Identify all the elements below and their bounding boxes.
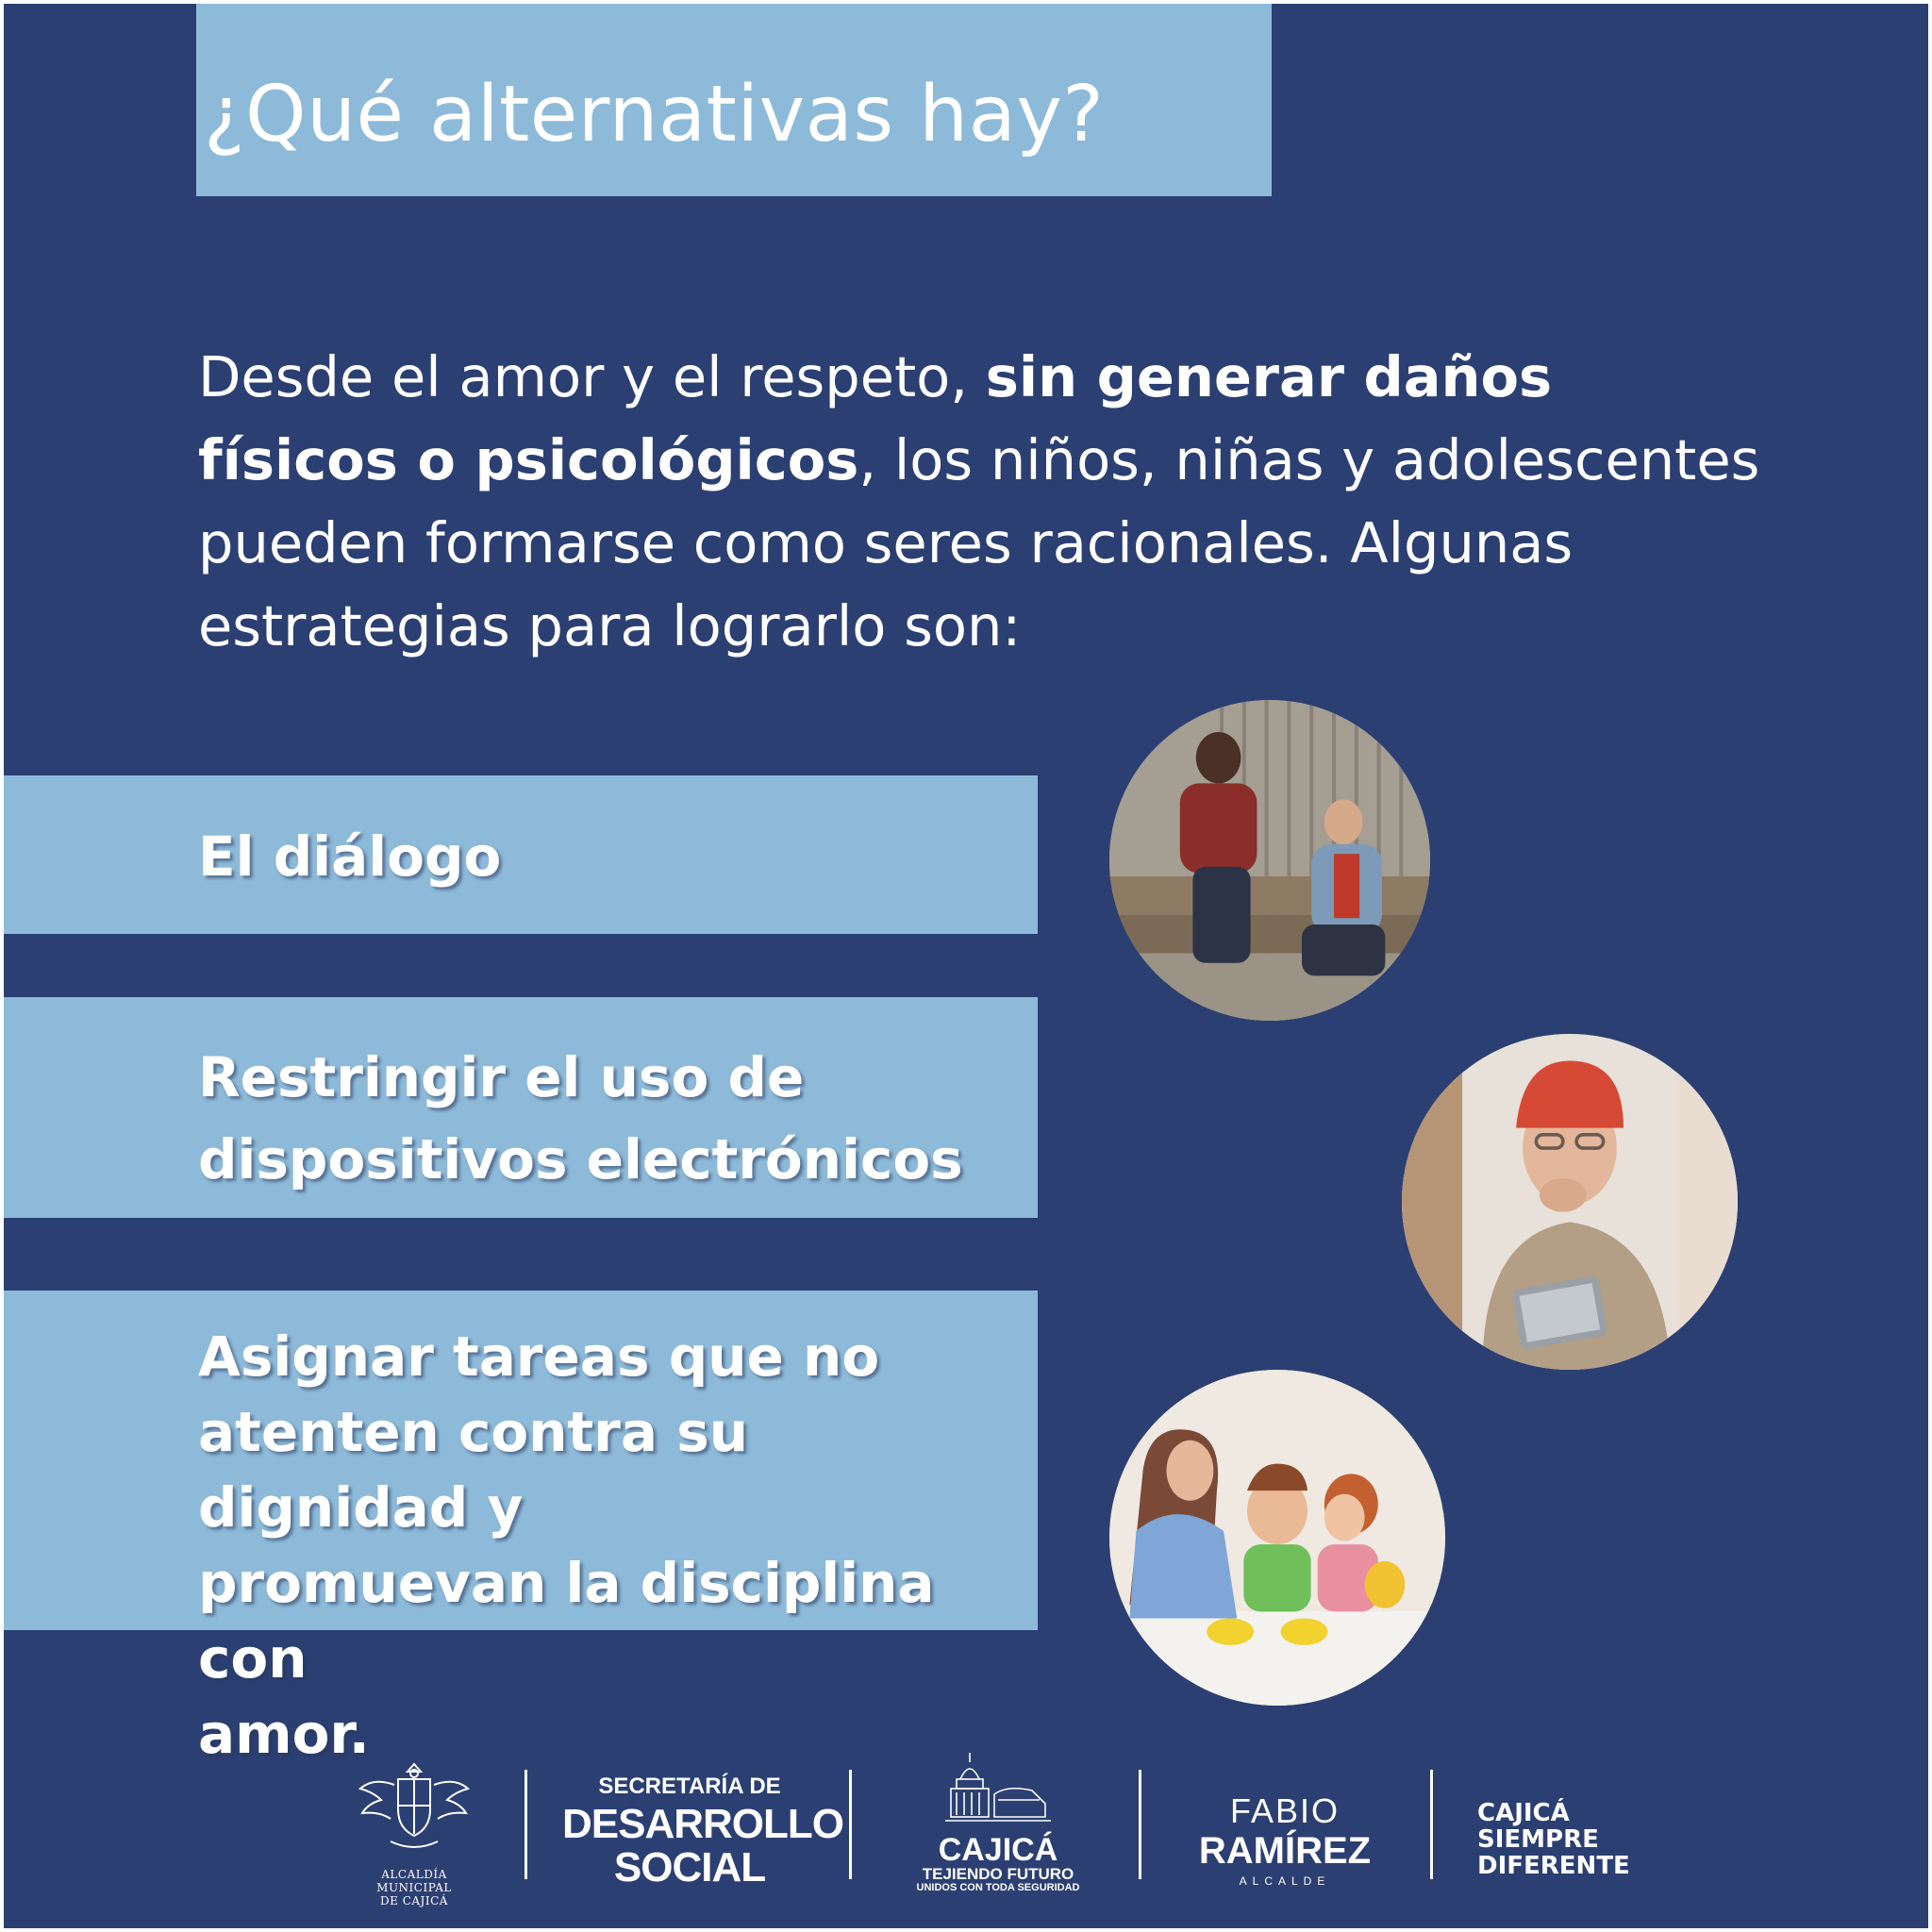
coat-of-arms-icon <box>353 1751 475 1864</box>
strategy-label <box>198 1037 963 1201</box>
footer-divider <box>1139 1770 1141 1879</box>
family-cleaning-photo <box>1109 1370 1445 1706</box>
strategy-line: atenten contra su dignidad y <box>198 1400 749 1540</box>
secretaria-line: DESARROLLO <box>562 1801 843 1847</box>
infographic-canvas <box>4 4 1928 1928</box>
mayor-last-name: RAMÍREZ <box>1198 1830 1372 1872</box>
fabio-ramirez-logo <box>1181 1791 1389 1888</box>
strategy-line: dispositivos electrónicos <box>198 1127 963 1191</box>
mayor-first-name: FABIO <box>1229 1791 1341 1830</box>
intro-paragraph <box>198 336 1764 668</box>
cajica-slogan: TEJIENDO FUTURO <box>922 1865 1074 1883</box>
intro-bold-text: sin generar daños físicos o psicológicos <box>198 344 1553 492</box>
title-box <box>196 4 1272 196</box>
strategy-label <box>198 824 501 889</box>
two-people-talking-photo <box>1109 700 1430 1021</box>
page-title: ¿Qué alternativas hay? <box>204 70 1105 159</box>
strategy-line: amor. <box>198 1702 370 1766</box>
cajica-name: CAJICÁ <box>938 1832 1058 1868</box>
slogan-line: CAJICÁ <box>1477 1799 1570 1827</box>
strategy-line: El diálogo <box>198 824 502 889</box>
strategy-band-dialogo <box>4 775 1038 934</box>
intro-text-2: , los niños, niñas y adolescentes pueden formarse como seres racionales. Algunas estrategias para lograrlo son: <box>198 427 1760 658</box>
cajica-subslogan: UNIDOS CON TODA SEGURIDAD <box>916 1882 1080 1893</box>
footer-divider <box>849 1770 852 1879</box>
slogan-line: DIFERENTE <box>1477 1852 1630 1880</box>
man-with-tablet-photo <box>1402 1034 1738 1370</box>
seal-caption-line: DE CAJICÁ <box>380 1894 448 1907</box>
strategy-line: Restringir el uso de <box>198 1045 805 1109</box>
capitol-building-icon <box>941 1751 1055 1828</box>
strategy-line: Asignar tareas que no <box>198 1324 880 1389</box>
strategy-band-dispositivos <box>4 997 1038 1218</box>
seal-caption-line: ALCALDÍA MUNICIPAL <box>376 1868 452 1894</box>
strategy-line: promuevan la disciplina con <box>198 1551 935 1690</box>
strategy-label <box>198 1319 1028 1772</box>
mayor-role: ALCALDE <box>1239 1874 1331 1888</box>
intro-text-1: Desde el amor y el respeto, <box>198 344 986 409</box>
alcaldia-seal-logo <box>343 1751 485 1907</box>
strategy-band-tareas <box>4 1291 1038 1766</box>
footer-divider <box>525 1770 527 1879</box>
slogan-line: SIEMPRE <box>1477 1825 1599 1854</box>
cajica-tejiendo-futuro-logo <box>889 1751 1108 1894</box>
secretaria-line: SECRETARÍA DE <box>598 1774 781 1799</box>
footer-divider <box>1430 1770 1433 1879</box>
secretaria-line: SOCIAL <box>613 1844 766 1890</box>
secretaria-desarrollo-social-logo <box>562 1774 843 1890</box>
cajica-siempre-diferente-logo <box>1477 1800 1713 1879</box>
